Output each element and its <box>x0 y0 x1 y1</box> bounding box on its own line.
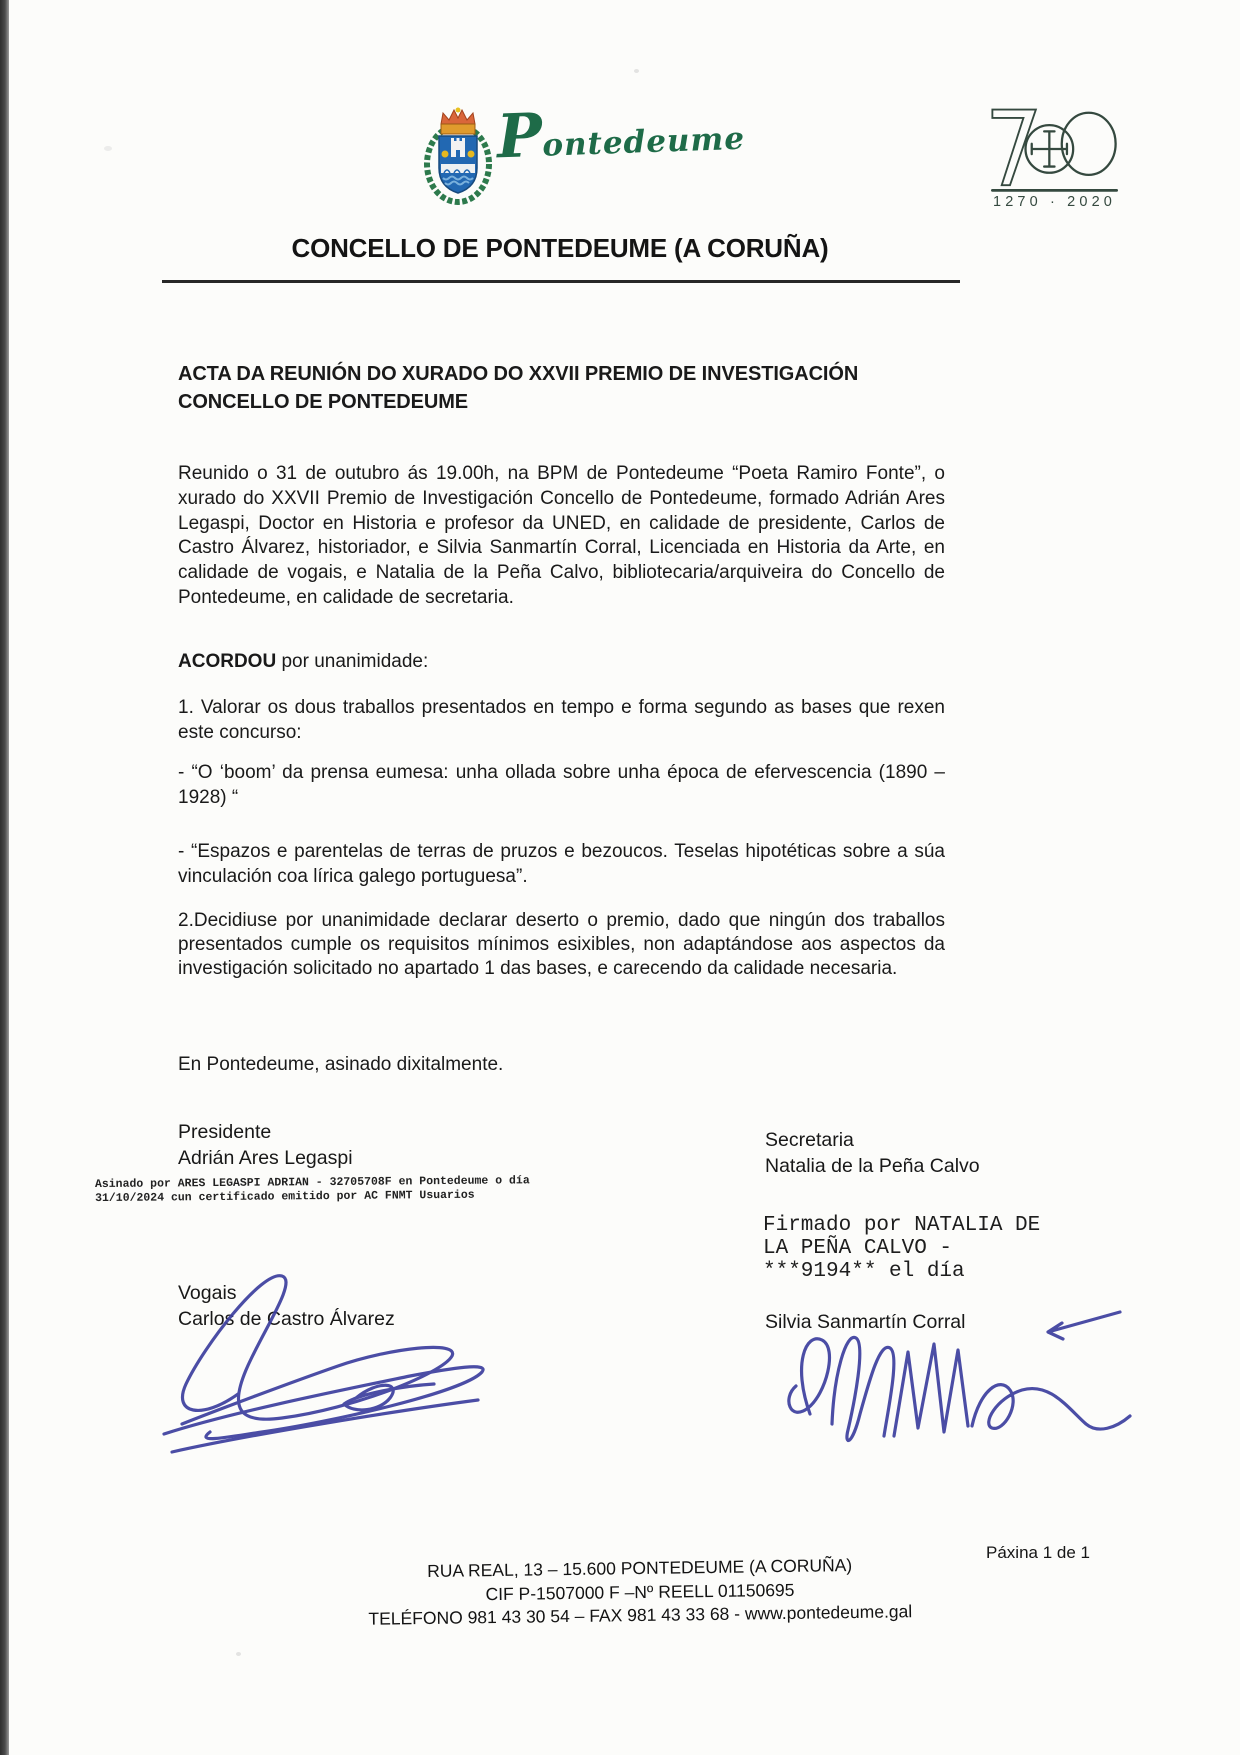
vogais-signature-block <box>178 1281 395 1332</box>
president-signature-block <box>178 1120 353 1171</box>
scan-speck <box>104 146 112 151</box>
secretary-cert-text: Firmado por NATALIA DE LA PEÑA CALVO - ***9194** el día <box>763 1214 1041 1283</box>
page-indicator: Páxina 1 de 1 <box>986 1543 1090 1562</box>
president-role: Presidente <box>178 1121 272 1143</box>
document-title: CONCELLO DE PONTEDEUME (A CORUÑA) <box>291 233 829 263</box>
acordou-rest: por unanimidade: <box>276 651 429 672</box>
750-anniversary-icon <box>984 92 1124 208</box>
closing-line: En Pontedeume, asinado dixitalmente. <box>178 1054 504 1075</box>
vogais-role: Vogais <box>178 1282 237 1304</box>
secretary-role: Secretaria <box>765 1129 854 1151</box>
intro-paragraph: Reunido o 31 de outubro ás 19.00h, na BPM de Pontedeume “Poeta Ramiro Fonte”, o xurado do XXVII Premio de Investigación Concello de Pontedeume, formado Adrián Ares Legaspi, Doctor en Historia e profesor da UNED, en calidade de presidente, Carlos de Castro Álvarez, historiador, e Silvia Sanmartín Corral, Licenciada en Historia da Arte, en calidade de vogais, e Natalia de la Peña Calvo, bibliotecaria/arquiveira do Concello de Pontedeume, en calidade de secretaria. <box>178 463 945 608</box>
resolution-item-1: 1. Valorar os dous traballos presentados en tempo e forma segundo as bases que rexen este concurso: <box>178 697 945 743</box>
resolution-item-2: - “O ‘boom’ da prensa eumesa: unha ollada sobre unha época de efervescencia (1890 – 1928) “ <box>178 762 945 808</box>
footer-address: RUA REAL, 13 – 15.600 PONTEDEUME (A CORUÑA) <box>427 1555 853 1581</box>
title-rule <box>162 280 960 283</box>
acordou-line <box>178 650 945 675</box>
vogal2-name: Silvia Sanmartín Corral <box>765 1311 966 1333</box>
acordou-bold: ACORDOU <box>178 651 277 672</box>
scan-edge-shadow <box>0 0 9 1755</box>
acta-heading: ACTA DA REUNIÓN DO XURADO DO XXVII PREMIO DE INVESTIGACIÓN CONCELLO DE PONTEDEUME <box>178 363 859 413</box>
footer-block <box>300 1552 981 1632</box>
resolution-item-3: - “Espazos e parentelas de terras de pruzos e bezoucos. Teselas hipotéticas sobre a súa vinculación coa lírica galego portuguesa”. <box>178 841 945 887</box>
footer-contact: TELÉFONO 981 43 30 54 – FAX 981 43 33 68 - www.pontedeume.gal <box>368 1601 913 1629</box>
pontedeume-wordmark: Pontedeume <box>495 100 746 173</box>
anniversary-years-label: 1270 · 2020 <box>993 193 1117 208</box>
scan-speck <box>236 1652 241 1656</box>
president-cert-text: Asinado por ARES LEGASPI ADRIAN - 32705708F en Pontedeume o día 31/10/2024 cun certificado emitido por AC FNMT Usuarios <box>94 1174 530 1206</box>
scan-speck <box>634 69 639 73</box>
pontedeume-crest-icon <box>413 103 503 207</box>
footer-registry: CIF P-1507000 F –Nº REELL 01150695 <box>485 1579 795 1604</box>
secretary-signature-block <box>765 1128 980 1179</box>
president-name: Adrián Ares Legaspi <box>178 1146 353 1169</box>
secretary-name: Natalia de la Peña Calvo <box>765 1154 980 1177</box>
decision-paragraph: 2.Decidiuse por unanimidade declarar deserto o premio, dado que ningún dos traballos presentados cumple os requisitos mínimos esixibles, non adaptándose aos aspectos da investigación solicitado no apartado 1 das bases, e carecendo da calidade necesaria. <box>178 910 945 979</box>
vogal1-name: Carlos de Castro Álvarez <box>178 1307 395 1330</box>
